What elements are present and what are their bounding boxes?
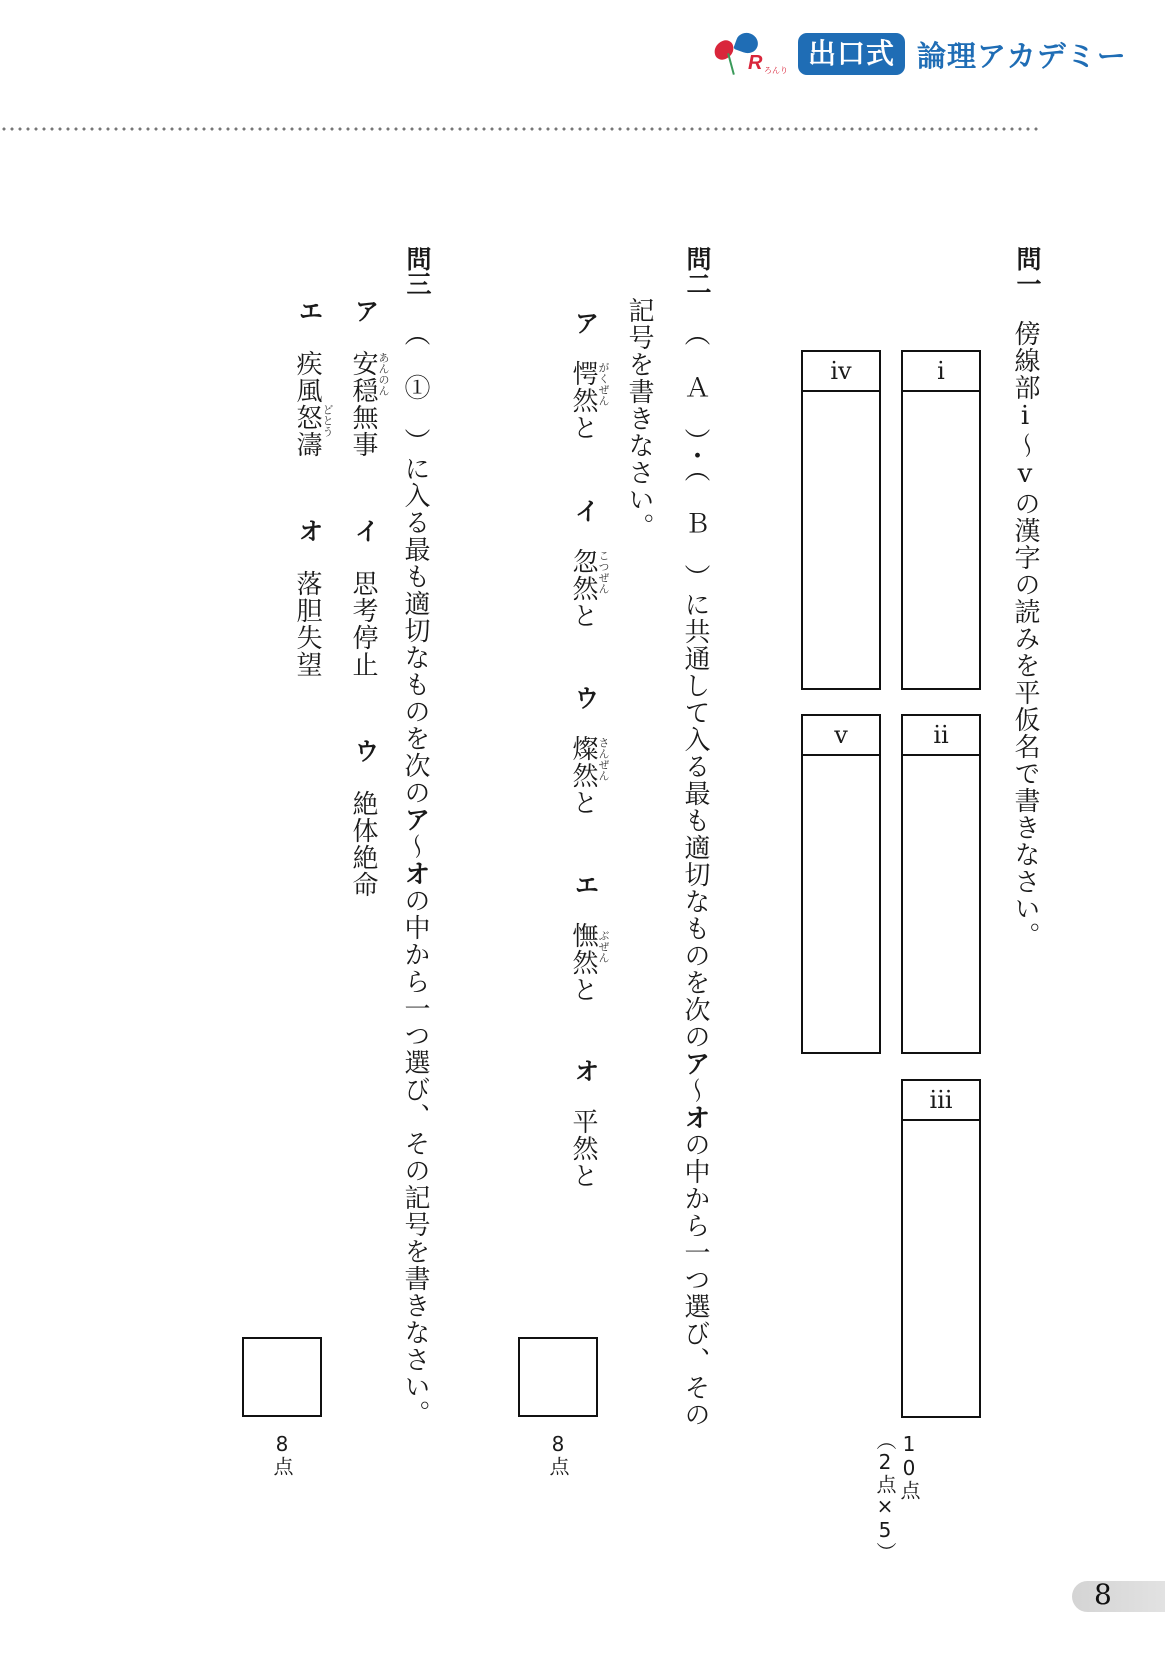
page-number-tab [1072, 1581, 1165, 1612]
q3-choice-text: 絶体絶命 [348, 790, 378, 898]
q3-choice-mark: イ [351, 518, 380, 543]
q3-range-end: オ [400, 860, 430, 887]
q3-range-start: ア [400, 806, 430, 833]
answer-box-label: ⅳ [803, 352, 879, 392]
ruby: さんぜん [597, 737, 610, 781]
answer-box-iv[interactable] [801, 350, 881, 690]
answer-box-label: ⅰ [903, 352, 979, 392]
answer-box-label: ⅲ [903, 1081, 979, 1121]
brand-logo [712, 30, 1127, 78]
ruby: どとう [321, 404, 334, 437]
page-number: 8 [1094, 1578, 1112, 1611]
brand-badge: 出口式 [798, 33, 905, 75]
q3-choice-mark: オ [295, 518, 324, 543]
q2-choice-mark: エ [571, 872, 600, 897]
q2-choice-text: 忽然と [568, 548, 598, 629]
q2-tilde: ～ [680, 1077, 710, 1104]
brand-title: 論理アカデミー [917, 38, 1127, 73]
header-dotted-divider [0, 127, 1042, 131]
ruby: こつぜん [597, 550, 610, 594]
q3-choice-text: 安穏無事 [348, 350, 378, 458]
q3-answer-box[interactable] [242, 1337, 322, 1417]
ruby: がくぜん [597, 362, 610, 406]
answer-box-v[interactable] [801, 714, 881, 1054]
q3-choice-text: 思考停止 [348, 570, 378, 678]
ruby: あんのん [377, 352, 390, 396]
ruby: ぶぜん [597, 930, 610, 963]
q3-text-tail: の中から一つ選び、その記号を書きなさい。 [400, 887, 430, 1427]
q1-instruction: 傍線部ⅰ～ⅴの漢字の読みを平仮名で書きなさい。 [1010, 320, 1040, 949]
q3-instruction [400, 320, 430, 1427]
q2-choice-mark: ア [571, 310, 600, 335]
q1-score-detail: （2点×5） [873, 1430, 897, 1562]
q3-choice-mark: エ [295, 298, 324, 323]
q2-answer-box[interactable] [518, 1337, 598, 1417]
q3-choice-mark: ア [351, 298, 380, 323]
answer-box-ii[interactable] [901, 714, 981, 1054]
q3-choice-text: 落胆失望 [292, 570, 322, 678]
q2-choice-mark: オ [571, 1058, 600, 1083]
flower-logo-icon [712, 31, 788, 77]
logo-r: R [748, 52, 763, 74]
q2-choice-text: 平然と [568, 1108, 598, 1189]
q1-label: 問一 [1013, 246, 1042, 296]
q2-label: 問二 [683, 246, 712, 296]
answer-box-i[interactable] [901, 350, 981, 690]
q2-score: 8点 [546, 1432, 570, 1476]
q3-label: 問三 [403, 246, 432, 296]
q3-choice-mark: ウ [351, 738, 380, 763]
q2-choice-text: 愕然と [568, 360, 598, 441]
q2-choice-text: 燦然と [568, 735, 598, 816]
q2-instruction-line1 [680, 320, 710, 1428]
answer-box-label: ⅴ [803, 716, 879, 756]
q3-choice-text: 疾風怒濤 [292, 350, 322, 458]
q2-range-start: ア [680, 1050, 710, 1077]
q2-text: （ Ａ ）・（ Ｂ ）に共通して入る最も適切なものを次の [680, 320, 710, 1050]
q2-range-end: オ [680, 1104, 710, 1131]
q2-text-tail: の中から一つ選び、その [680, 1131, 710, 1428]
answer-box-label: ⅱ [903, 716, 979, 756]
q2-choice-text: 憮然と [568, 922, 598, 1003]
q3-score: 8点 [270, 1432, 294, 1476]
answer-box-iii[interactable] [901, 1079, 981, 1418]
q2-choice-mark: イ [571, 498, 600, 523]
logo-r-sub: ろんり [764, 66, 788, 75]
q1-score: 10点 [897, 1432, 921, 1500]
q2-choice-mark: ウ [571, 685, 600, 710]
q2-instruction-line2: 記号を書きなさい。 [624, 297, 654, 540]
q3-tilde: ～ [400, 833, 430, 860]
q3-text: （ ① ）に入る最も適切なものを次の [400, 320, 430, 806]
